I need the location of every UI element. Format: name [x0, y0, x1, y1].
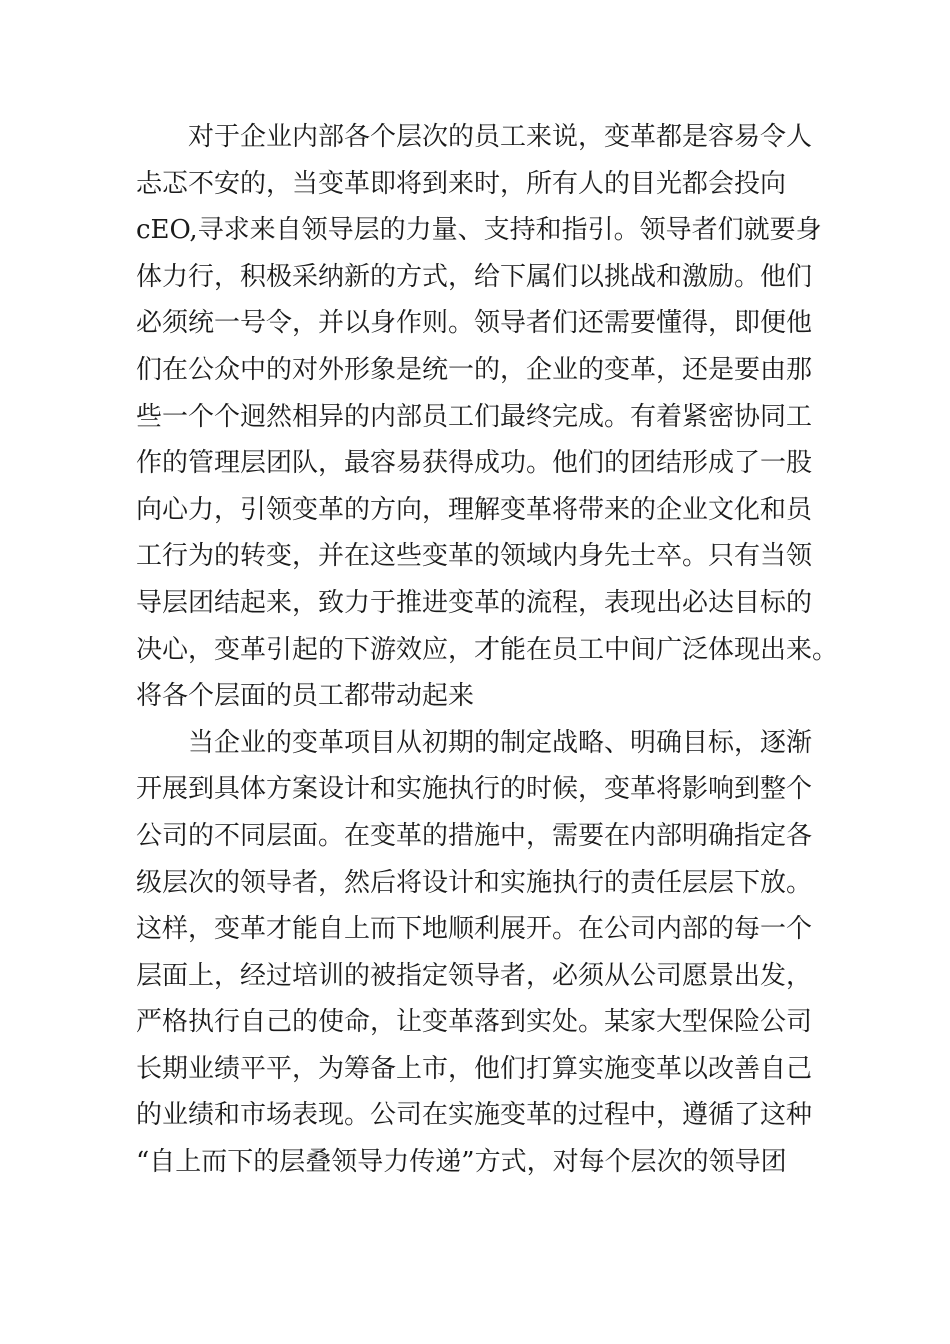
section-heading: 将各个层面的员工都带动起来 [136, 681, 475, 712]
paragraph-2-line-7: 严格执行自己的使命，让变革落到实处。某家大型保险公司 [136, 1007, 813, 1038]
paragraph-1-line-3: cEO,寻求来自领导层的力量、支持和指引。领导者们就要身 [136, 215, 822, 246]
paragraph-1-line-5: 必须统一号令，并以身作则。领导者们还需要懂得，即便他 [136, 308, 813, 339]
paragraph-2-line-5: 这样，变革才能自上而下地顺利展开。在公司内部的每一个 [136, 914, 813, 945]
paragraph-1-line-7: 些一个个迥然相异的内部员工们最终完成。有着紧密协同工 [136, 401, 813, 432]
paragraph-1-line-9: 向心力，引领变革的方向，理解变革将带来的企业文化和员 [136, 494, 813, 525]
paragraph-2-line-4: 级层次的领导者，然后将设计和实施执行的责任层层下放。 [136, 867, 813, 898]
paragraph-2-line-3: 公司的不同层面。在变革的措施中，需要在内部明确指定各 [136, 820, 813, 851]
paragraph-1-line-8: 作的管理层团队，最容易获得成功。他们的团结形成了一股 [136, 448, 813, 479]
paragraph-1-line-6: 们在公众中的对外形象是统一的，企业的变革，还是要由那 [136, 354, 813, 385]
paragraph-2-line-9: 的业绩和市场表现。公司在实施变革的过程中，遵循了这种 [136, 1100, 813, 1131]
paragraph-1-line-11: 导层团结起来，致力于推进变革的流程，表现出必达目标的 [136, 587, 813, 618]
paragraph-1-line-12: 决心，变革引起的下游效应，才能在员工中间广泛体现出来。 [136, 634, 839, 665]
paragraph-1-line-2: 忐忑不安的，当变革即将到来时，所有人的目光都会投向 [136, 168, 787, 199]
paragraph-1-line-4: 体力行，积极采纳新的方式，给下属们以挑战和激励。他们 [136, 261, 813, 292]
paragraph-1-line-10: 工行为的转变，并在这些变革的领域内身先士卒。只有当领 [136, 541, 813, 572]
paragraph-2-line-8: 长期业绩平平，为筹备上市，他们打算实施变革以改善自己 [136, 1053, 813, 1084]
paragraph-2-line-1: 当企业的变革项目从初期的制定战略、明确目标，逐渐 [188, 727, 813, 758]
body-text [136, 114, 839, 1186]
paragraph-1-line-1: 对于企业内部各个层次的员工来说，变革都是容易令人 [188, 122, 813, 152]
paragraph-2-line-6: 层面上，经过培训的被指定领导者，必须从公司愿景出发， [136, 960, 813, 991]
paragraph-2-line-10: “自上而下的层叠领导力传递”方式，对每个层次的领导团 [136, 1147, 787, 1178]
paragraph-2-line-2: 开展到具体方案设计和实施执行的时候，变革将影响到整个 [136, 774, 813, 805]
